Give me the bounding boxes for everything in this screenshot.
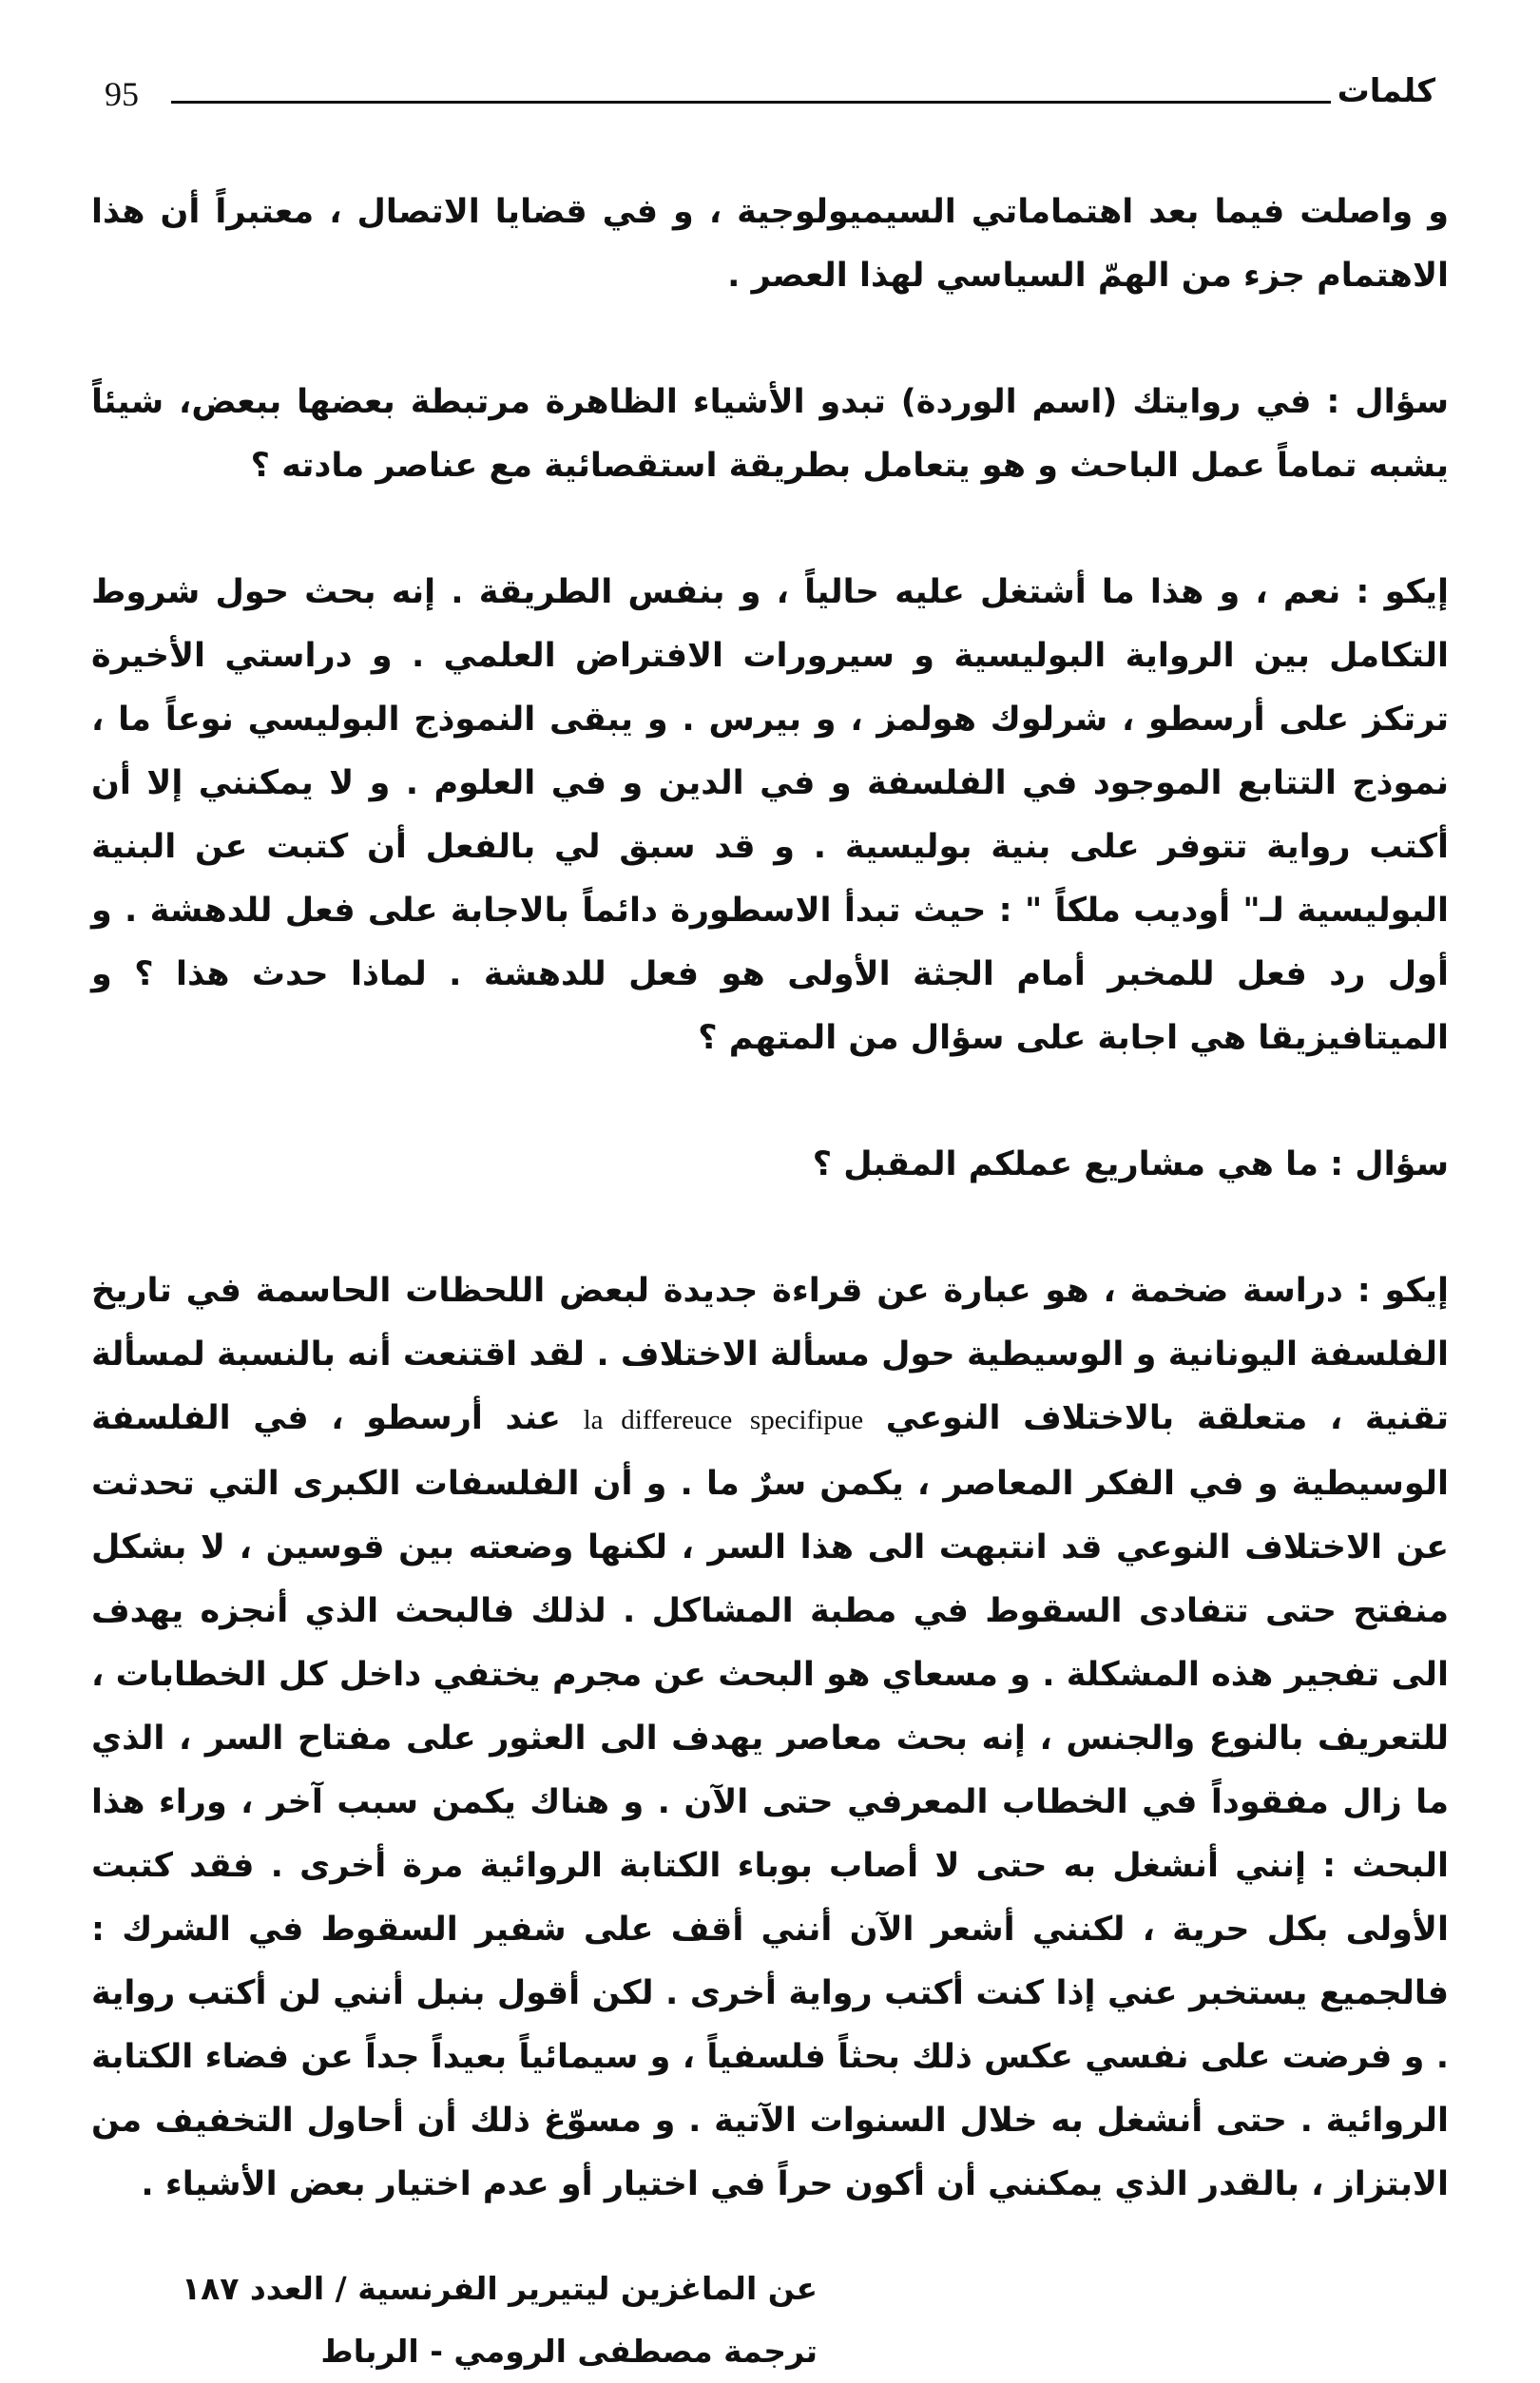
paragraph-text: دراسة ضخمة ، هو عبارة عن قراءة جديدة لبعض اللحظات الحاسمة في تاريخ الفلسفة اليونانية و الوسيطية حول مسألة الاختلاف . لقد اقتنعت أنه بالنسبة لمسألة تقنية ، متعلقة بالاختلاف النوعي bbox=[91, 1272, 1449, 1437]
paragraph-text: و واصلت فيما بعد اهتماماتي السيميولوجية ، و في قضايا الاتصال ، معتبراً أن هذا الاهتمام جزء من الهمّ السياسي لهذا العصر . bbox=[91, 193, 1449, 295]
header-rule bbox=[171, 101, 1331, 104]
translator-line: ترجمة مصطفى الرومي - الرباط bbox=[320, 2333, 818, 2370]
paragraph-text: عند أرسطو ، في الفلسفة الوسيطية و في الفكر المعاصر ، يكمن سرٌ ما . و أن الفلسفات الكبرى التي تحدثت عن الاختلاف النوعي قد انتبهت الى هذا السر ، لكنها وضعته بين قوسين ، لا بشكل منفتح حتى تتفادى السقوط في مطبة المشاكل . لذلك فالبحث الذي أنجزه يهدف الى تفجير هذه المشكلة . و مسعاي هو البحث عن مجرم يختفي داخل كل الخطابات ، للتعريف بالنوع والجنس ، إنه بحث معاصر يهدف الى العثور على مفتاح السر ، الذي ما زال مفقوداً في الخطاب المعرفي حتى الآن . و هناك يكمن سبب آخر ، وراء هذا البحث : إنني أنشغل به حتى لا أصاب بوباء الكتابة الروائية مرة أخرى . فقد كتبت الأولى بكل حرية ، لكنني أشعر الآن أنني أقف على شفير السقوط في الشرك : فالجميع يستخبر عني إذا كنت أكتب رواية أخرى . لكن أقول بنبل أنني لن أكتب رواية . و فرضت على نفسي عكس ذلك بحثاً فلسفياً ، و سيمائياً بعيداً جداً عن فضاء الكتابة الروائية . حتى أنشغل به خلال السنوات الآتية . و مسوّغ ذلك أن أحاول التخفيف من الابتزاز ، بالقدر الذي يمكنني أن أكون حراً في اختيار أو عدم اختيار بعض الأشياء . bbox=[91, 1399, 1449, 2203]
running-title: كلمات bbox=[1337, 72, 1435, 110]
article-body bbox=[91, 181, 1449, 2217]
page-header bbox=[105, 67, 1435, 124]
page-number: 95 bbox=[105, 75, 139, 113]
paragraph-text: في روايتك (اسم الوردة) تبدو الأشياء الظاهرة مرتبطة بعضها ببعض، شيئاً يشبه تماماً عمل الباحث و هو يتعامل بطريقة استقصائية مع عناصر مادته ؟ bbox=[91, 383, 1449, 485]
answer-paragraph bbox=[91, 1259, 1449, 2217]
question-paragraph bbox=[91, 1133, 1449, 1197]
speaker-label: إيكو : bbox=[1357, 1272, 1449, 1310]
latin-term: la differeuce specifipue bbox=[583, 1405, 864, 1435]
paragraph-text: ما هي مشاريع عملكم المقبل ؟ bbox=[812, 1145, 1319, 1183]
speaker-label: سؤال : bbox=[1330, 1145, 1449, 1183]
paragraph-text: نعم ، و هذا ما أشتغل عليه حالياً ، و بنفس الطريقة . إنه بحث حول شروط التكامل بين الرواية البوليسية و سيرورات الافتراض العلمي . و دراستي الأخيرة ترتكز على أرسطو ، شرلوك هولمز ، و بيرس . و يبقى النموذج البوليسي نوعاً ما ، نموذج التتابع الموجود في الفلسفة و في الدين و في العلوم . و لا يمكنني إلا أن أكتب رواية تتوفر على بنية بوليسية . و قد سبق لي بالفعل أن كتبت عن البنية البوليسية لـ" أوديب ملكاً " : حيث تبدأ الاسطورة دائماً بالاجابة على فعل للدهشة . و أول رد فعل للمخبر أمام الجثة الأولى هو فعل للدهشة . لماذا حدث هذا ؟ و الميتافيزيقا هي اجابة على سؤال من المتهم ؟ bbox=[91, 573, 1449, 1057]
speaker-label: سؤال : bbox=[1326, 383, 1449, 421]
source-credit bbox=[182, 2258, 818, 2383]
source-line: عن الماغزين ليتيرير الفرنسية / العدد ١٨٧ bbox=[181, 2270, 818, 2307]
answer-paragraph bbox=[91, 561, 1449, 1070]
speaker-label: إيكو : bbox=[1356, 573, 1450, 611]
intro-paragraph bbox=[91, 181, 1449, 308]
question-paragraph bbox=[91, 371, 1449, 498]
